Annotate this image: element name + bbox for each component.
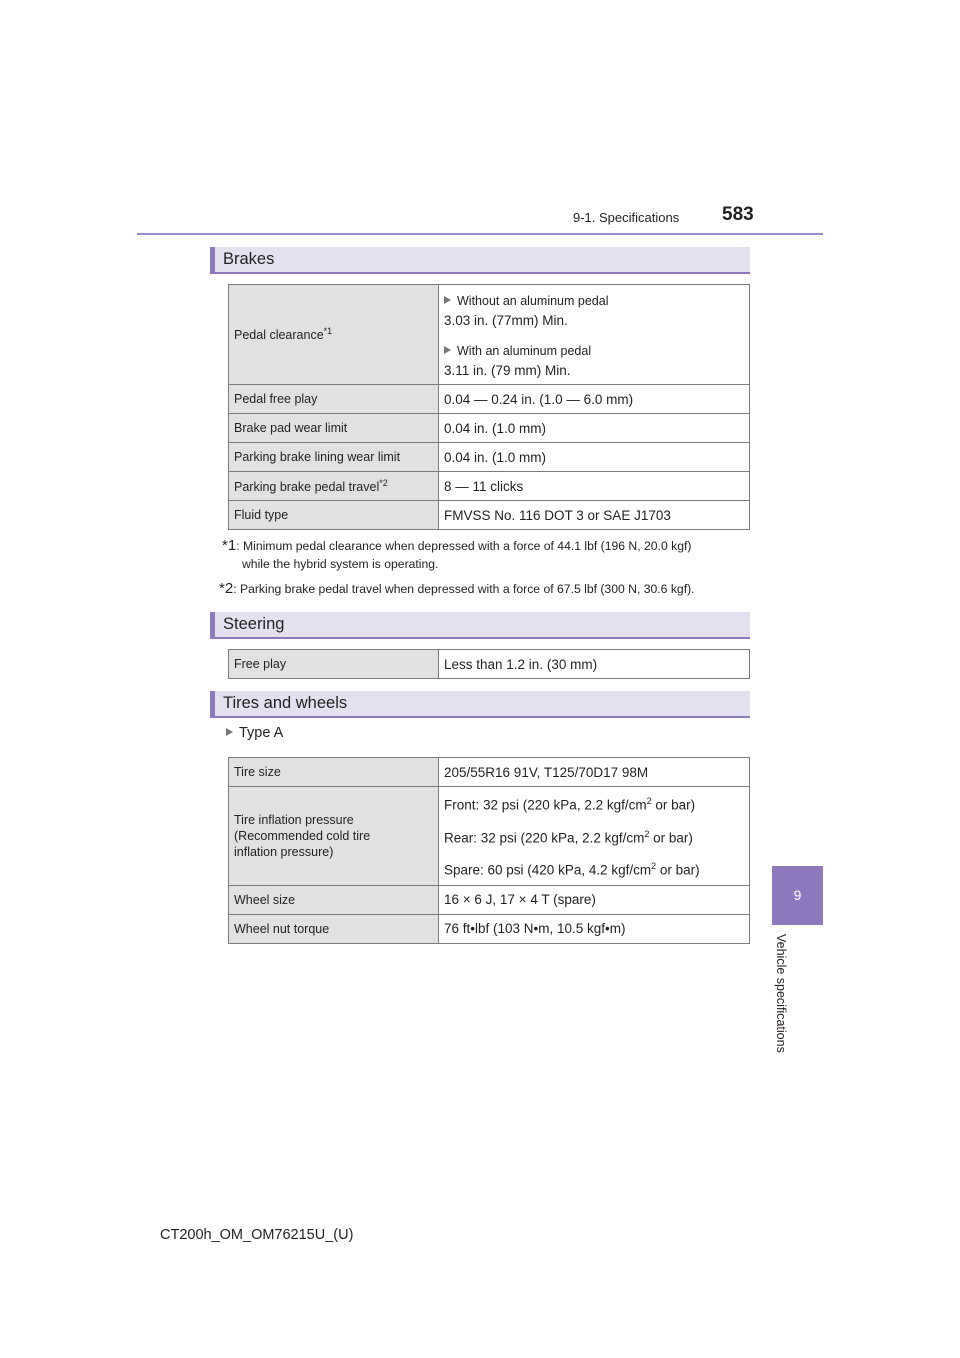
table-row bbox=[229, 650, 750, 679]
steering-heading bbox=[210, 612, 750, 639]
row-label: Tire size bbox=[229, 758, 439, 787]
table-row bbox=[229, 758, 750, 787]
table-row bbox=[229, 787, 750, 886]
tires-heading bbox=[210, 691, 750, 718]
table-row bbox=[229, 885, 750, 914]
table-row bbox=[229, 914, 750, 943]
row-label: Parking brake pedal travel$^{*2}$ bbox=[229, 472, 439, 501]
steering-heading-text: Steering bbox=[223, 615, 285, 633]
pedal-clearance-label: Pedal clearance$^{*1}$ bbox=[229, 285, 439, 385]
pedal-clearance-value: Without an aluminum pedal 3.03 in. (77mm) Min. With an aluminum pedal 3.11 in. (79 mm) Min. bbox=[439, 285, 750, 385]
row-value: 0.04 — 0.24 in. (1.0 — 6.0 mm) bbox=[439, 385, 750, 414]
row-value: 0.04 in. (1.0 mm) bbox=[439, 414, 750, 443]
chapter-tab: 9 bbox=[772, 866, 823, 925]
row-value: 205/55R16 91V, T125/70D17 98M bbox=[439, 758, 750, 787]
page-number: 583 bbox=[722, 204, 754, 225]
footnote-2: *2: Parking brake pedal travel when depressed with a force of 67.5 lbf (300 N, 30.6 kgf). bbox=[219, 580, 695, 597]
row-value: 76 ft•lbf (103 N•m, 10.5 kgf•m) bbox=[439, 914, 750, 943]
brakes-heading bbox=[210, 247, 750, 274]
inflation-value: Front: 32 psi (220 kPa, 2.2 kgf/$cm^2$ or bar) Rear: 32 psi (220 kPa, 2.2 kgf/$cm^2$ or bar) Spare: 60 psi (420 kPa, 4.2 kgf/$cm^2$ or bar) bbox=[439, 787, 750, 886]
brakes-heading-text: Brakes bbox=[223, 250, 275, 268]
header-rule bbox=[137, 233, 823, 235]
table-row bbox=[229, 472, 750, 501]
row-value: 8 — 11 clicks bbox=[439, 472, 750, 501]
triangle-bullet-icon bbox=[226, 728, 233, 736]
triangle-bullet-icon bbox=[444, 346, 451, 354]
table-row bbox=[229, 443, 750, 472]
tires-table bbox=[228, 757, 750, 944]
chapter-label-wrap bbox=[772, 934, 792, 1074]
row-value: 16 × 6 J, 17 × 4 T (spare) bbox=[439, 885, 750, 914]
row-label: Fluid type bbox=[229, 501, 439, 530]
triangle-bullet-icon bbox=[444, 296, 451, 304]
row-value: 0.04 in. (1.0 mm) bbox=[439, 443, 750, 472]
inflation-label: Tire inflation pressure (Recommended cold tire inflation pressure) bbox=[229, 787, 439, 886]
type-a-label: Type A bbox=[226, 725, 283, 741]
chapter-label: Vehicle specifications bbox=[774, 934, 788, 1053]
row-label: Wheel size bbox=[229, 885, 439, 914]
table-row bbox=[229, 285, 750, 385]
steering-table bbox=[228, 649, 750, 679]
row-value: FMVSS No. 116 DOT 3 or SAE J1703 bbox=[439, 501, 750, 530]
document-code: CT200h_OM_OM76215U_(U) bbox=[160, 1227, 354, 1243]
row-label: Wheel nut torque bbox=[229, 914, 439, 943]
table-row bbox=[229, 414, 750, 443]
footnote-1: *1: Minimum pedal clearance when depressed with a force of 44.1 lbf (196 N, 20.0 kgf) while the hybrid system is operating. bbox=[222, 537, 692, 571]
brakes-table bbox=[228, 284, 750, 530]
section-title: 9-1. Specifications bbox=[573, 210, 680, 225]
table-row bbox=[229, 501, 750, 530]
row-value: Less than 1.2 in. (30 mm) bbox=[439, 650, 750, 679]
row-label: Parking brake lining wear limit bbox=[229, 443, 439, 472]
table-row bbox=[229, 385, 750, 414]
row-label: Free play bbox=[229, 650, 439, 679]
row-label: Pedal free play bbox=[229, 385, 439, 414]
row-label: Brake pad wear limit bbox=[229, 414, 439, 443]
tires-heading-text: Tires and wheels bbox=[223, 694, 348, 712]
